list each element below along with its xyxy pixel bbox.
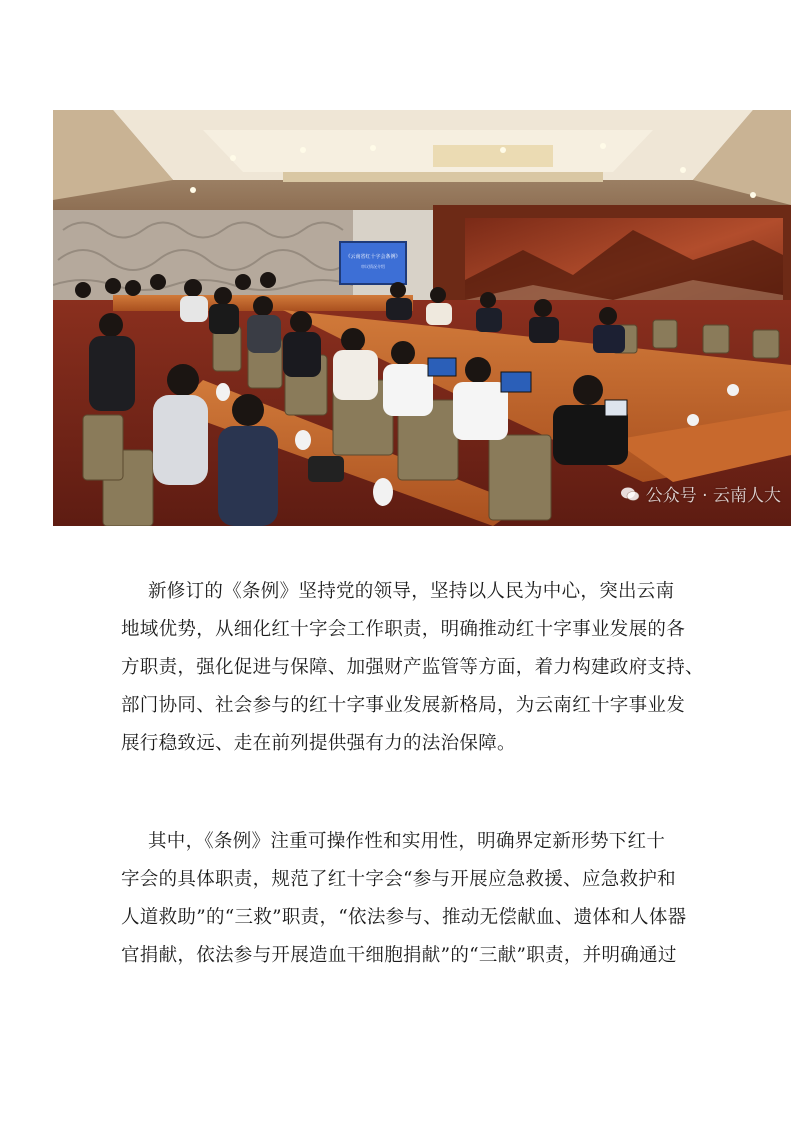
text-line: 官捐献，依法参与开展造血干细胞捐献”的“三献”职责，并明确通过 bbox=[121, 945, 677, 966]
meeting-photo bbox=[53, 110, 791, 526]
watermark bbox=[620, 481, 781, 506]
text-line: 新修订的《条例》坚持党的领导，坚持以人民为中心，突出云南 bbox=[148, 581, 675, 602]
paragraph-2 bbox=[121, 823, 687, 975]
watermark-text: 公众号 · 云南人大 bbox=[645, 486, 781, 506]
text-line: 地域优势，从细化红十字会工作职责，明确推动红十字事业发展的各 bbox=[121, 619, 686, 640]
text-line: 人道救助”的“三救”职责，“依法参与、推动无偿献血、遗体和人体器 bbox=[121, 907, 687, 928]
text-line: 展行稳致远、走在前列提供强有力的法治保障。 bbox=[121, 733, 516, 754]
meeting-room-illustration bbox=[53, 110, 791, 526]
paragraph-1 bbox=[121, 573, 704, 763]
screen-title: 《云南省红十字会条例》 bbox=[345, 254, 401, 260]
text-line: 部门协同、社会参与的红十字事业发展新格局，为云南红十字事业发 bbox=[121, 695, 686, 716]
text-line: 字会的具体职责，规范了红十字会“参与开展应急救援、应急救护和 bbox=[121, 869, 676, 890]
projection-screen bbox=[340, 242, 406, 284]
screen-subtitle: 审议情况介绍 bbox=[361, 264, 385, 269]
wechat-icon bbox=[620, 486, 640, 502]
text-line: 方职责，强化促进与保障、加强财产监管等方面，着力构建政府支持、 bbox=[121, 657, 704, 678]
text-line: 其中，《条例》注重可操作性和实用性，明确界定新形势下红十 bbox=[148, 831, 666, 852]
